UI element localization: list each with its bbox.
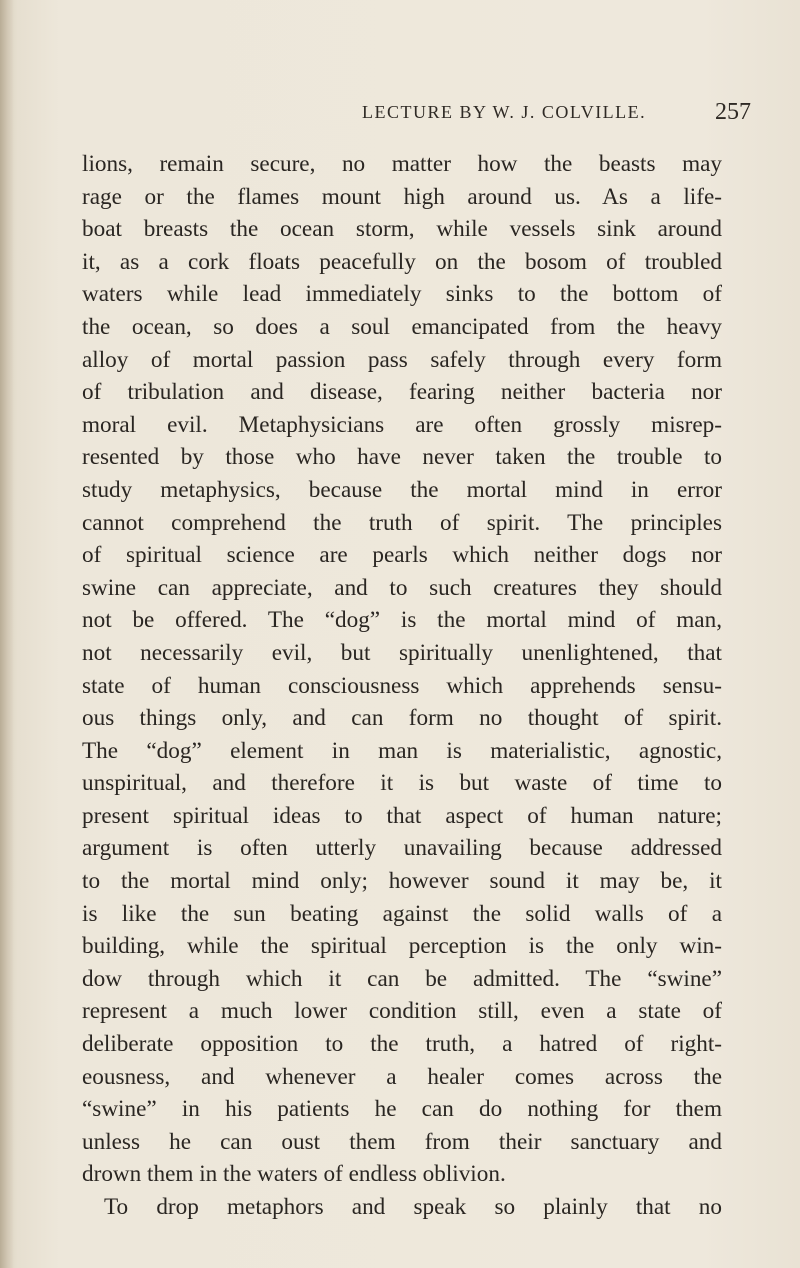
- text-line: lions, remain secure, no matter how the beasts may: [82, 151, 722, 177]
- text-line: dow through which it can be admitted. The “swine”: [82, 965, 722, 992]
- text-line: unless he can oust them from their sanctuary and: [82, 1128, 722, 1155]
- text-line: cannot comprehend the truth of spirit. The principles: [82, 509, 722, 536]
- page-number: 257: [715, 99, 751, 125]
- text-line: not be offered. The “dog” is the mortal mind of man,: [82, 607, 722, 634]
- text-line: the ocean, so does a soul emancipated from the heavy: [82, 313, 722, 340]
- text-line: boat breasts the ocean storm, while vessels sink around: [82, 216, 722, 243]
- text-line: study metaphysics, because the mortal mind in error: [82, 476, 722, 503]
- text-line: eousness, and whenever a healer comes across the: [82, 1063, 722, 1090]
- text-line: drown them in the waters of endless oblivion.: [82, 1161, 506, 1188]
- text-line: argument is often utterly unavailing because addressed: [82, 835, 722, 862]
- text-line: rage or the flames mount high around us. As a life-: [82, 183, 722, 210]
- text-line: it, as a cork floats peacefully on the bosom of troubled: [82, 248, 722, 275]
- text-line: state of human consciousness which apprehends sensu-: [82, 672, 722, 699]
- text-line: “swine” in his patients he can do nothing for them: [82, 1096, 722, 1123]
- text-line: moral evil. Metaphysicians are often grossly misrep-: [82, 411, 722, 438]
- binding-shadow: [0, 0, 14, 1268]
- text-line: to the mortal mind only; however sound it may be, it: [82, 868, 722, 895]
- text-line: swine can appreciate, and to such creatures they should: [82, 574, 722, 601]
- text-line: represent a much lower condition still, even a state of: [82, 998, 722, 1025]
- text-line: deliberate opposition to the truth, a hatred of right-: [82, 1031, 722, 1058]
- body-text: [82, 148, 722, 1224]
- text-line: alloy of mortal passion pass safely through every form: [82, 346, 722, 373]
- text-line: not necessarily evil, but spiritually unenlightened, that: [82, 639, 722, 666]
- text-line: The “dog” element in man is materialistic, agnostic,: [82, 737, 722, 764]
- text-line: ous things only, and can form no thought of spirit.: [82, 705, 722, 732]
- text-line: building, while the spiritual perception is the only win-: [82, 933, 722, 960]
- running-title: LECTURE BY W. J. COLVILLE.: [362, 102, 647, 122]
- text-line: is like the sun beating against the solid walls of a: [82, 900, 722, 927]
- text-line: of tribulation and disease, fearing neither bacteria nor: [82, 379, 722, 406]
- text-line: waters while lead immediately sinks to the bottom of: [82, 281, 722, 308]
- text-line: resented by those who have never taken the trouble to: [82, 444, 722, 471]
- text-line: To drop metaphors and speak so plainly that no: [104, 1194, 722, 1220]
- text-line: present spiritual ideas to that aspect of human nature;: [82, 802, 722, 829]
- text-line: unspiritual, and therefore it is but waste of time to: [82, 770, 722, 797]
- text-line: of spiritual science are pearls which neither dogs nor: [82, 542, 722, 569]
